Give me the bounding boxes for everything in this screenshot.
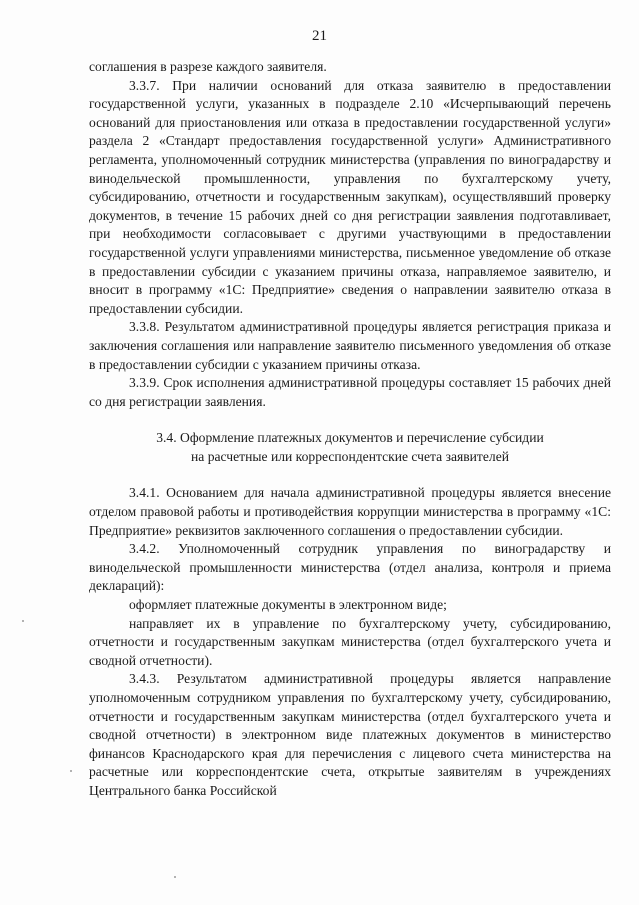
paragraph-continuation: соглашения в разрезе каждого заявителя. bbox=[89, 59, 327, 74]
paragraph-3-4-1: 3.4.1. Основанием для начала административной процедуры является внесение отделом правовой работы и противодействия коррупции министерства в программу «1С: Предприятие» реквизитов заключенного соглашения о предоставлении субсидии. bbox=[89, 485, 611, 538]
page-number: 21 bbox=[312, 28, 327, 44]
paragraph-3-3-7: 3.3.7. При наличии оснований для отказа заявителю в предоставлении государственной услуги, указанных в подразделе 2.10 «Исчерпывающий перечень оснований для приостановления или отказа в предоставлении государственной услуги» раздела 2 «Стандарт предоставления государственной услуги» Административного регламента, уполномоченный сотрудник министерства (управления по виноградарству и винодельческой промышленности, управления по бухгалтерскому учету, субсидированию, отчетности и государственным закупкам), осуществлявший проверку документов, в течение 15 рабочих дней со дня регистрации заявления подготавливает, при необходимости согласовывает с другими участвующими в предоставлении государственной услуги управлениями министерства, письменное уведомление об отказе в предоставлении субсидии с указанием причины отказа, направляемое заявителю, и вносит в программу «1С: Предприятие» сведения о направлении заявителю отказа в предоставлении субсидии. bbox=[89, 77, 611, 316]
document-body bbox=[89, 58, 611, 801]
scan-speck bbox=[70, 770, 72, 772]
paragraph-3-4-3: 3.4.3. Результатом административной процедуры является направление уполномоченным сотрудником управления по бухгалтерскому учету, субсидированию, отчетности и государственным закупкам министерства (отдел бухгалтерского учета и сводной отчетности) в электронном виде платежных документов в министерство финансов Краснодарского края для перечисления с лицевого счета министерства на расчетные или корреспондентские счета, открытые заявителям в учреждениях Центрального банка Российской bbox=[89, 671, 611, 798]
paragraph-3-3-9: 3.3.9. Срок исполнения административной процедуры составляет 15 рабочих дней со дня регистрации заявления. bbox=[89, 375, 611, 409]
paragraph-3-3-8: 3.3.8. Результатом административной процедуры является регистрация приказа и заключения соглашения или направление заявителю письменного уведомления об отказе в предоставлении субсидии с указанием причины отказа. bbox=[89, 319, 611, 372]
scan-speck bbox=[22, 620, 24, 622]
list-item: направляет их в управление по бухгалтерскому учету, субсидированию, отчетности и государственным закупкам министерства (отдел бухгалтерского учета и сводной отчетности). bbox=[89, 615, 611, 668]
list-item: оформляет платежные документы в электронном виде; bbox=[129, 597, 447, 613]
paragraph-3-4-2: 3.4.2. Уполномоченный сотрудник управления по виноградарству и винодельческой промышленности министерства (отдел анализа, контроля и приема деклараций): bbox=[89, 541, 611, 594]
scan-speck bbox=[174, 876, 176, 878]
section-heading-3-4: 3.4. Оформление платежных документов и перечисление субсидии на расчетные или корреспондентские счета заявителей bbox=[156, 430, 544, 464]
